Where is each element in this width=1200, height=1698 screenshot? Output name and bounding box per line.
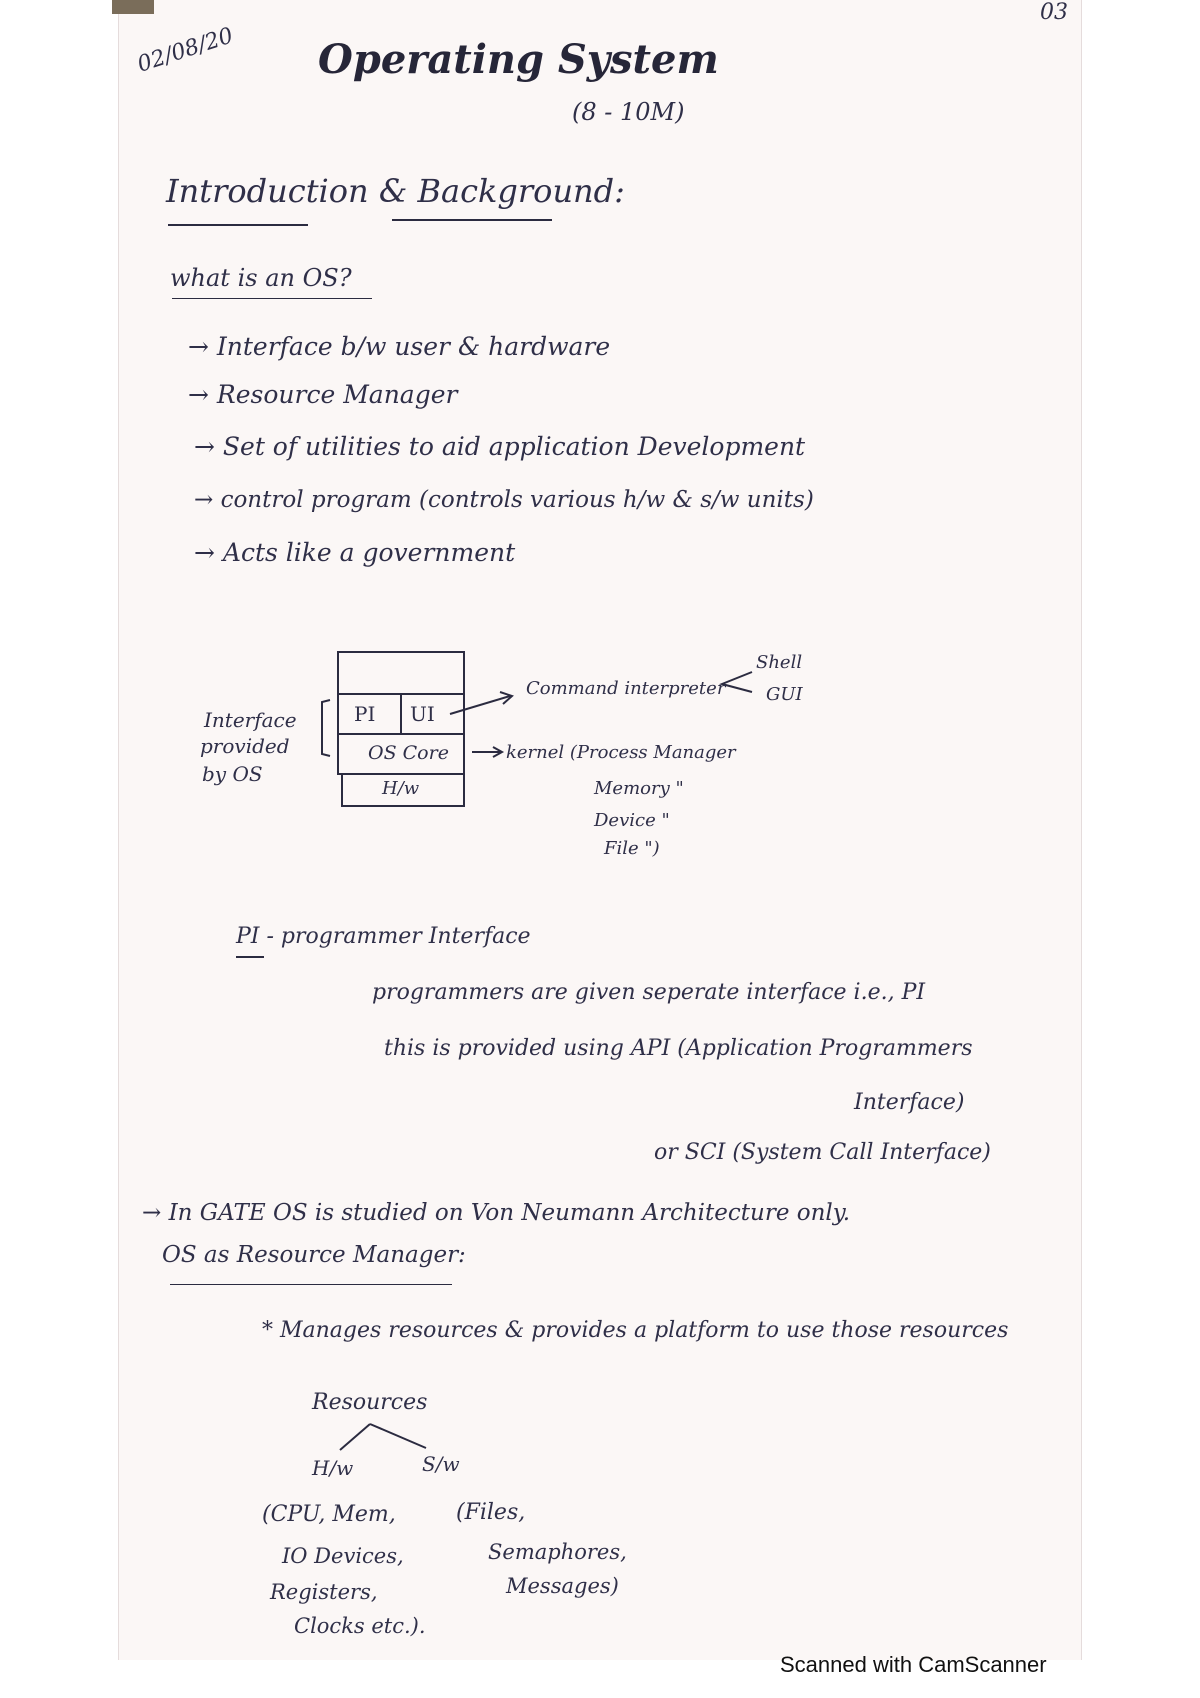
resource-manager-heading: OS as Resource Manager: xyxy=(162,1242,466,1268)
bullet-item: → control program (controls various h/w & s/w units) xyxy=(194,487,814,513)
hw-branch-label: H/w xyxy=(312,1456,354,1480)
bullet-item: → Set of utilities to aid application Development xyxy=(194,432,806,461)
shell-label: Shell xyxy=(756,652,803,673)
tree-branch-hw xyxy=(340,1424,370,1450)
pi-layer-label: PI xyxy=(354,702,376,726)
core-layer-label: OS Core xyxy=(368,742,449,764)
diagram-side-label: provided xyxy=(200,734,290,758)
page-title: Operating System xyxy=(318,36,719,83)
hw-item: IO Devices, xyxy=(282,1544,404,1568)
command-interpreter-label: Command interpreter xyxy=(526,678,726,699)
gate-note: → In GATE OS is studied on Von Neumann Architecture only. xyxy=(142,1200,851,1226)
tree-root: Resources xyxy=(312,1390,428,1415)
hw-item: Registers, xyxy=(270,1580,378,1604)
hw-item: Clocks etc.). xyxy=(294,1614,426,1638)
sw-branch-label: S/w xyxy=(422,1452,460,1476)
sw-item: Semaphores, xyxy=(488,1540,627,1564)
page-number: 03 xyxy=(1040,0,1068,25)
bullet-item: → Interface b/w user & hardware xyxy=(188,332,611,361)
pi-note-line: programmers are given seperate interface i.e., PI xyxy=(372,980,926,1005)
bullet-item: → Resource Manager xyxy=(188,380,458,409)
hw-item: (CPU, Mem, xyxy=(262,1502,396,1527)
section-heading: Introduction & Background: xyxy=(166,172,625,210)
sw-item: Messages) xyxy=(506,1574,619,1598)
pi-definition: PI - programmer Interface xyxy=(236,924,531,949)
resource-statement: * Manages resources & provides a platform to use those resources xyxy=(262,1318,1009,1343)
bullet-item: → Acts like a government xyxy=(194,538,516,567)
pi-note-line: Interface) xyxy=(854,1090,965,1115)
date: 02/08/20 xyxy=(134,23,237,78)
question-line: what is an OS? xyxy=(170,264,352,292)
ui-layer-label: UI xyxy=(410,702,435,726)
tree-branch-sw xyxy=(370,1424,426,1448)
gui-label: GUI xyxy=(766,684,803,705)
hw-layer-label: H/w xyxy=(382,778,420,799)
kernel-part: Memory " xyxy=(594,778,684,799)
kernel-part: File ") xyxy=(604,838,660,859)
kernel-label: kernel (Process Manager xyxy=(506,742,736,763)
pi-note-line: or SCI (System Call Interface) xyxy=(654,1140,991,1165)
sw-item: (Files, xyxy=(456,1500,526,1525)
pi-note-line: this is provided using API (Application Programmers xyxy=(384,1036,973,1061)
scanner-watermark: Scanned with CamScanner xyxy=(780,1652,1047,1677)
kernel-part: Device " xyxy=(594,810,670,831)
diagram-side-label: Interface xyxy=(204,708,297,732)
marks-note: (8 - 10M) xyxy=(572,98,685,126)
diagram-side-label: by OS xyxy=(202,762,263,786)
